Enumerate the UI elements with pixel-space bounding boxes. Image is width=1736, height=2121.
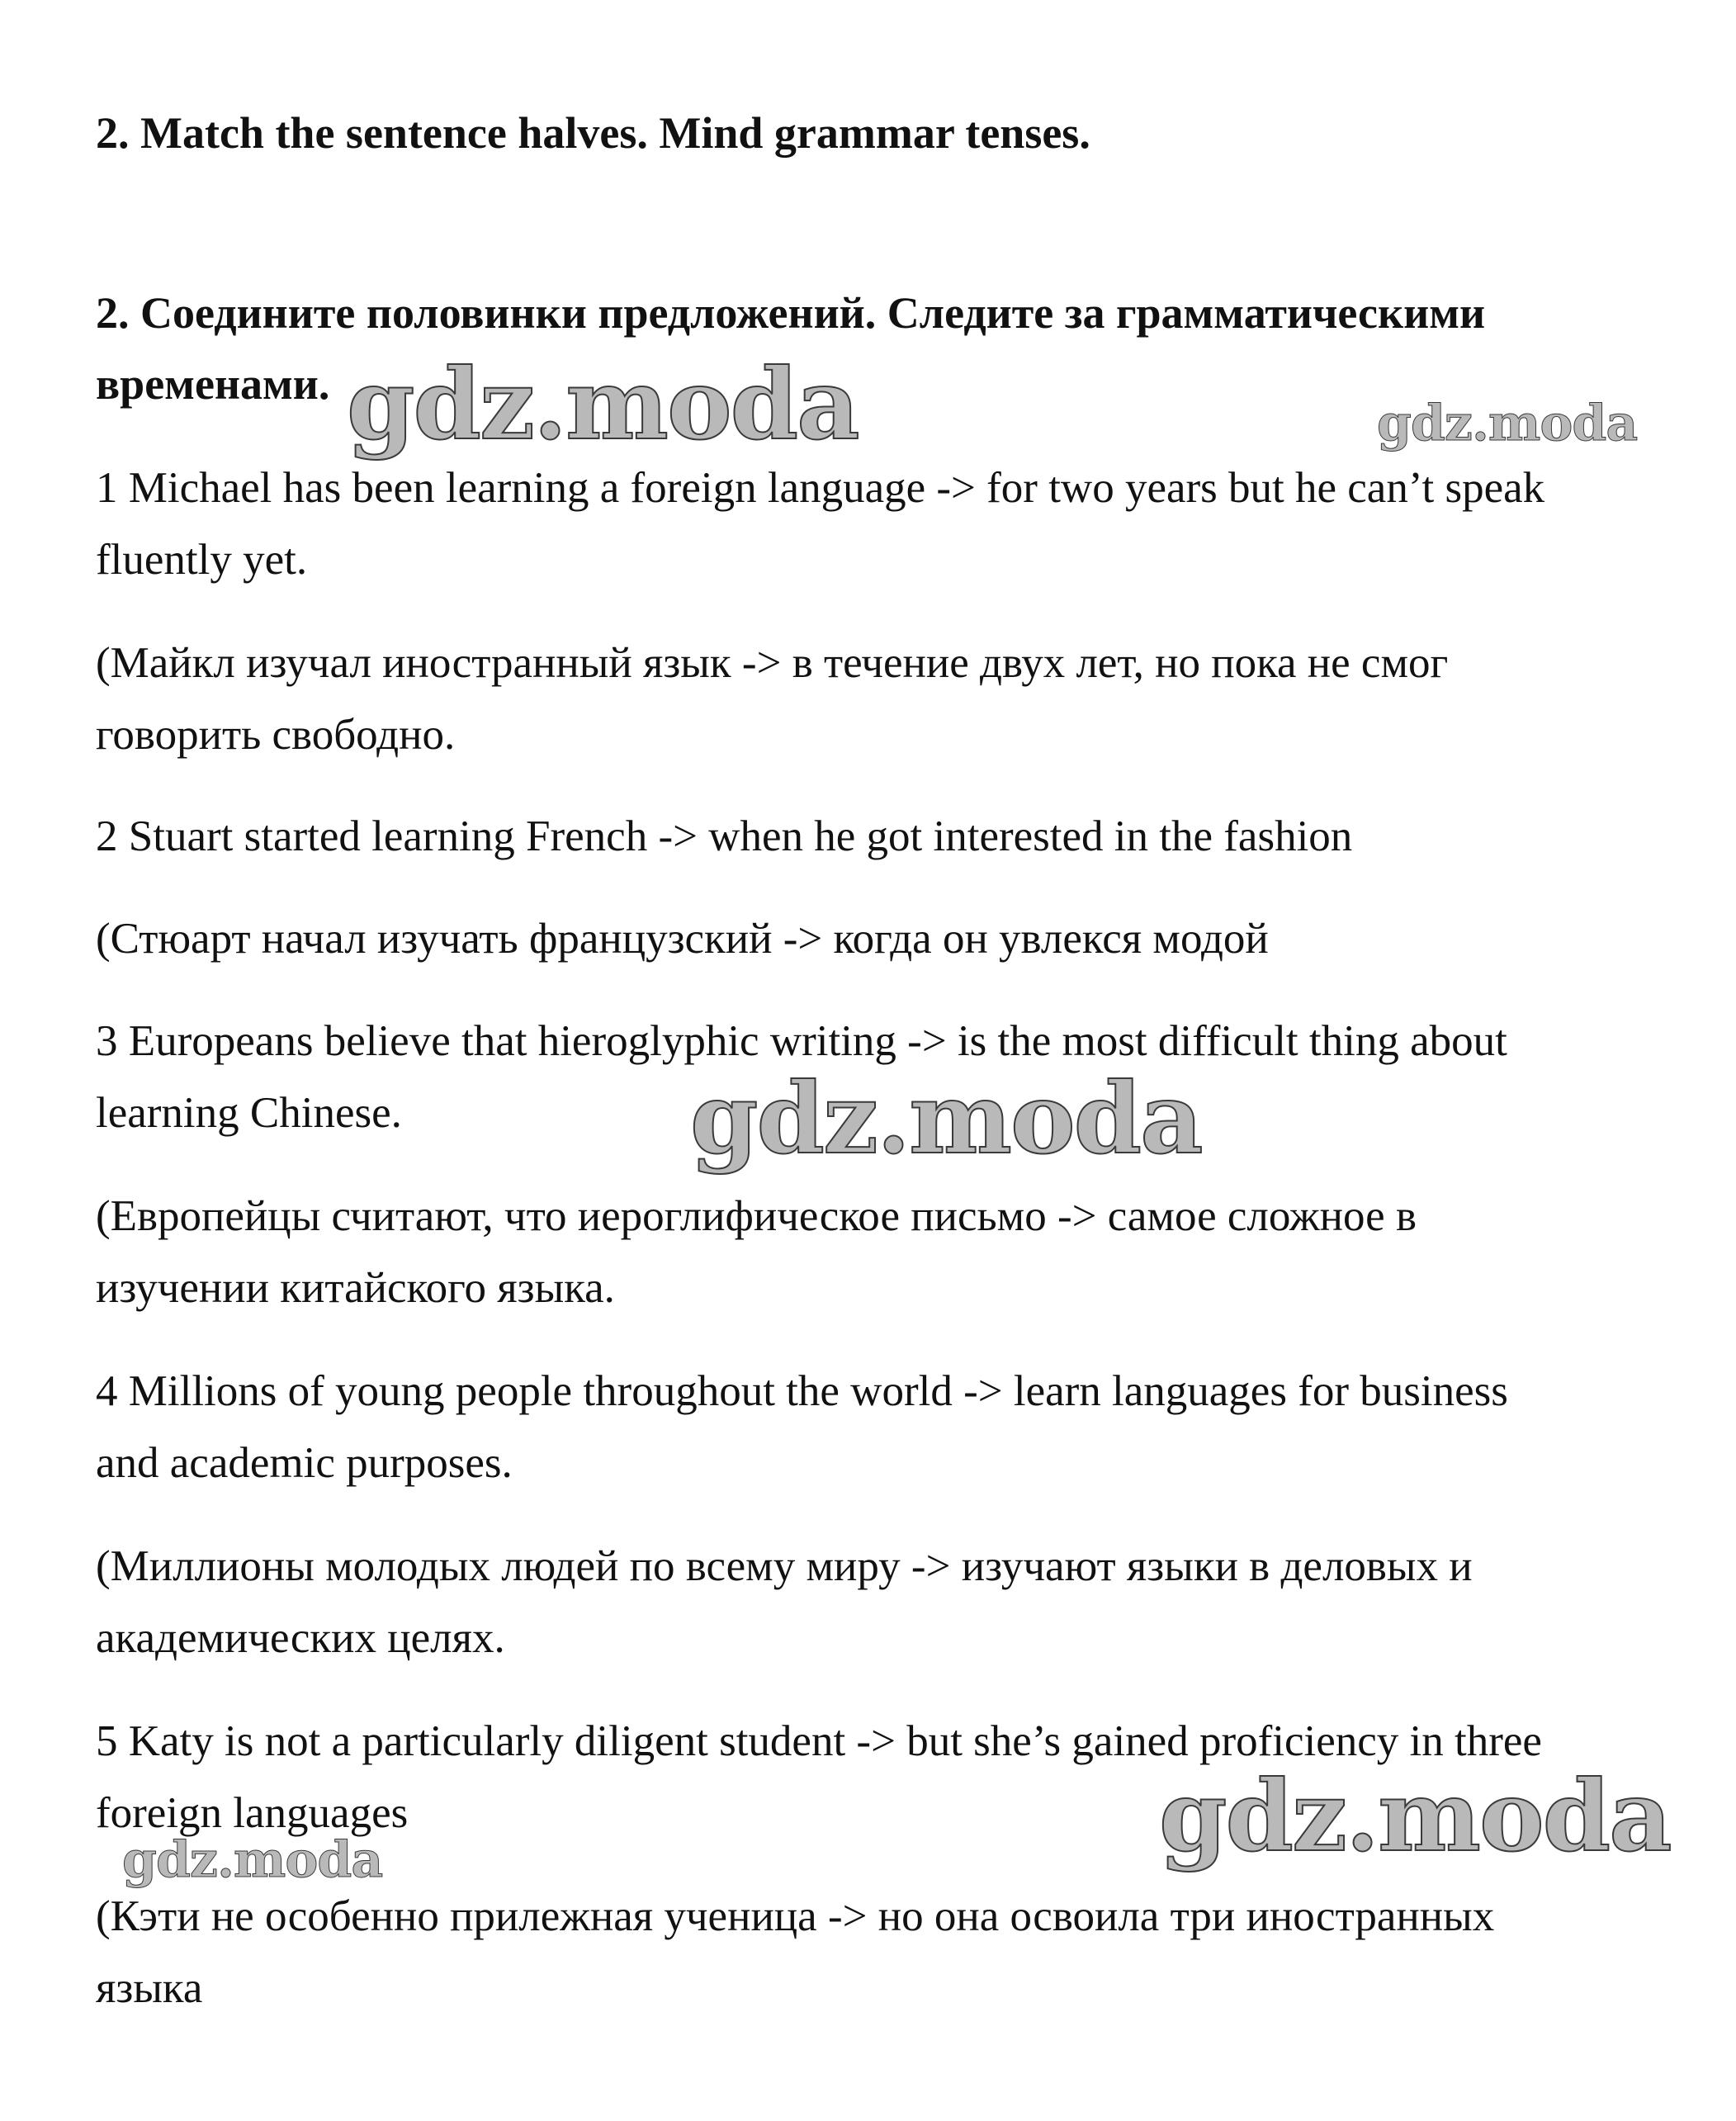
answer-4-en: [96, 1356, 1714, 1499]
answer-5-ru-line-2: языка: [96, 1964, 203, 2012]
answer-1-ru: [96, 627, 1714, 771]
watermark-logo: gdz.moda: [347, 347, 859, 462]
answer-1-en-line-1: 1 Michael has been learning a foreign language -> for two years but he can’t speak: [96, 464, 1545, 512]
answer-1-en: [96, 452, 1714, 596]
answer-4-en-line-2: and academic purposes.: [96, 1439, 513, 1487]
task-heading-ru-line-1: 2. Соедините половинки предложений. Следите за грамматическими: [96, 288, 1486, 338]
answer-3-ru-line-1: (Европейцы считают, что иероглифическое письмо -> самое сложное в: [96, 1192, 1417, 1240]
answer-1-ru-line-2: говорить свободно.: [96, 711, 456, 759]
task-heading-en: 2. Match the sentence halves. Mind grammar tenses.: [96, 108, 1090, 158]
answer-4-ru-line-2: академических целях.: [96, 1614, 505, 1662]
answer-4-en-line-1: 4 Millions of young people throughout the world -> learn languages for business: [96, 1367, 1508, 1415]
task-heading-ru-line-2: временами.: [96, 359, 330, 409]
answer-4-ru: [96, 1531, 1714, 1674]
answer-2-en: [96, 801, 1714, 873]
answer-3-en-line-1: 3 Europeans believe that hieroglyphic writing -> is the most difficult thing about: [96, 1017, 1507, 1065]
answer-2-ru-line-1: (Стюарт начал изучать французский -> когда он увлекся модой: [96, 915, 1269, 963]
answer-5-ru: [96, 1881, 1714, 2024]
watermark-logo: gdz.moda: [1377, 395, 1638, 452]
watermark-logo: gdz.moda: [122, 1831, 383, 1889]
answer-3-ru: [96, 1181, 1714, 1324]
answer-3-en-line-2: learning Chinese.: [96, 1089, 402, 1137]
answer-4-ru-line-1: (Миллионы молодых людей по всему миру -> изучают языки в деловых и: [96, 1542, 1473, 1590]
answer-2-ru: [96, 903, 1714, 975]
answer-1-en-line-2: fluently yet.: [96, 536, 308, 584]
answer-3-ru-line-2: изучении китайского языка.: [96, 1264, 615, 1312]
answer-2-en-line-1: 2 Stuart started learning French -> when he got interested in the fashion: [96, 812, 1353, 860]
watermark-logo: gdz.moda: [1159, 1759, 1671, 1873]
answer-5-en-line-2: foreign languages: [96, 1789, 409, 1837]
answer-1-ru-line-1: (Майкл изучал иностранный язык -> в течение двух лет, но пока не смог: [96, 639, 1449, 687]
answer-5-en-line-1: 5 Katy is not a particularly diligent student -> but she’s gained proficiency in three: [96, 1717, 1542, 1765]
answer-5-ru-line-1: (Кэти не особенно прилежная ученица -> но она освоила три иностранных: [96, 1892, 1495, 1940]
watermark-logo: gdz.moda: [690, 1061, 1202, 1176]
